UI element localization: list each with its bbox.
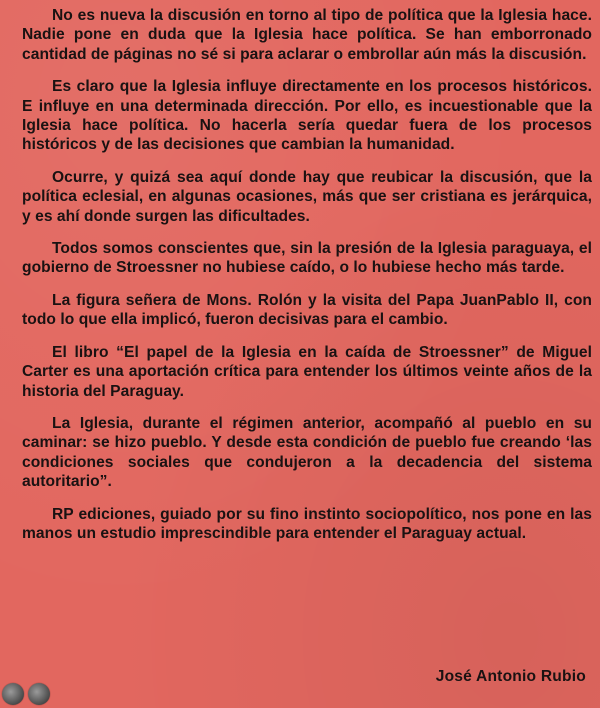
paragraph-1: No es nueva la discusión en torno al tipo de política que la Iglesia hace. Nadie pone en duda que la Iglesia hace política. Se han emborronado cantidad de páginas no sé si para aclarar o embrollar aún más la discusión. [22, 7, 592, 63]
circle-mark-icon [28, 683, 50, 705]
paragraph-5: La figura señera de Mons. Rolón y la visita del Papa JuanPablo II, con todo lo que ella implicó, fueron decisivas para el cambio. [22, 291, 592, 329]
paragraph-7: La Iglesia, durante el régimen anterior, acompañó al pueblo en su caminar: se hizo pueblo. Y desde esta condición de pueblo fue creando ‘las condiciones sociales que condujeron a la decadencia del sistema autoritario”. [22, 414, 592, 491]
paragraph-3: Ocurre, y quizá sea aquí donde hay que reubicar la discusión, que la política eclesial, en algunas ocasiones, más que ser cristiana es jerárquica, y es ahí donde surgen las dificultades. [22, 168, 592, 225]
article-body [22, 6, 592, 556]
paragraph-8: RP ediciones, guiado por su fino instinto sociopolítico, nos pone en las manos un estudio imprescindible para entender el Paraguay actual. [22, 505, 592, 542]
author-signature: José Antonio Rubio [435, 668, 586, 685]
paragraph-6: El libro “El papel de la Iglesia en la caída de Stroessner” de Miguel Carter es una aportación crítica para entender los últimos veinte años de la historia del Paraguay. [22, 343, 592, 400]
paragraph-4: Todos somos conscientes que, sin la presión de la Iglesia paraguaya, el gobierno de Stroessner no hubiese caído, o lo hubiese hecho más tarde. [22, 240, 592, 277]
paragraph-2: Es claro que la Iglesia influye directamente en los procesos históricos. E influye en una determinada dirección. Por ello, es incuestionable que la Iglesia hace política. No hacerla sería quedar fuera de los procesos históricos y de las decisiones que cambian la humanidad. [22, 78, 592, 154]
circle-mark-icon [2, 683, 24, 705]
corner-marks [2, 683, 50, 705]
